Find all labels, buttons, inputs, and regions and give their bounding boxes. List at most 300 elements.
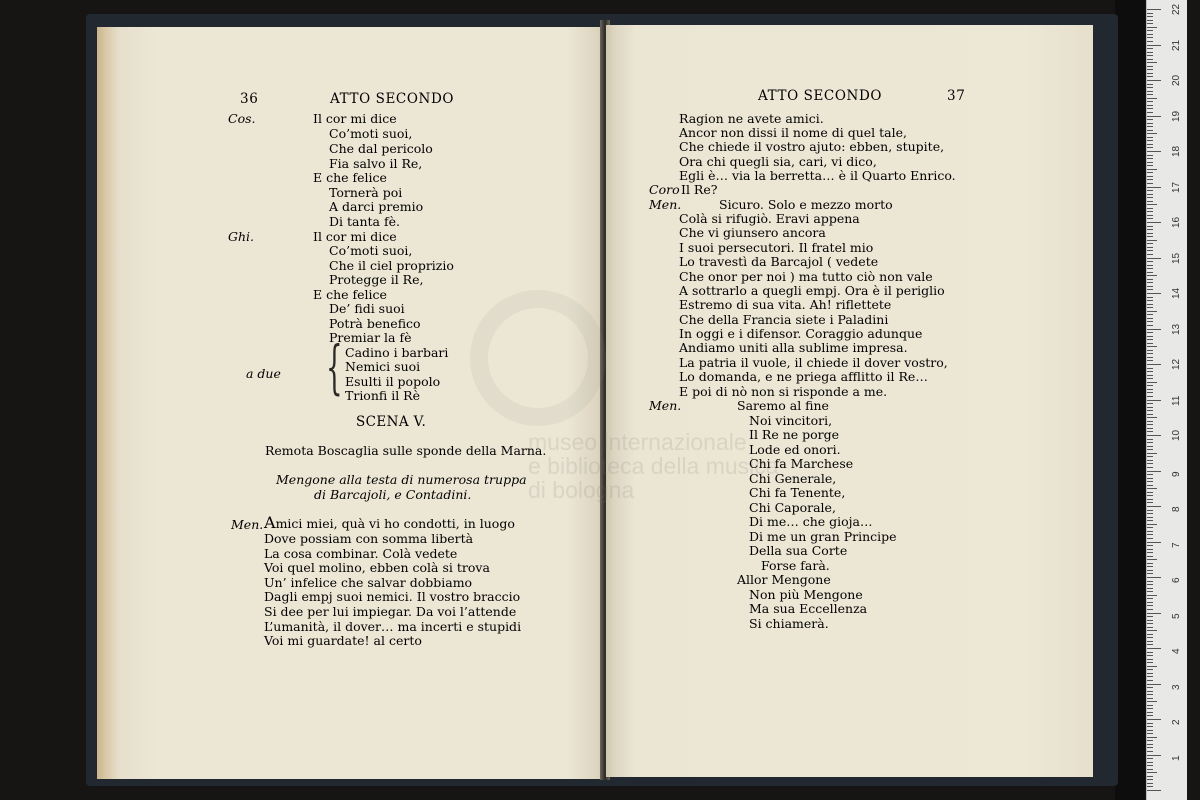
verse-line: Il Re ne porge <box>749 427 840 442</box>
ruler-label: 16 <box>1171 216 1182 228</box>
ruler-tick <box>1147 279 1153 280</box>
speech-line: Un’ infelice che salvar dobbiamo <box>264 574 473 590</box>
ruler-tick <box>1147 424 1153 425</box>
verse-line: Tornerà poi <box>329 185 403 200</box>
ruler-tick <box>1147 105 1153 106</box>
ruler-tick <box>1147 112 1153 113</box>
verse-line: Di me un gran Principe <box>749 529 897 544</box>
ruler-tick <box>1147 297 1153 298</box>
ruler-tick <box>1147 30 1153 31</box>
ruler-tick <box>1147 605 1153 606</box>
ruler-label: 7 <box>1171 541 1182 548</box>
ruler-tick <box>1147 396 1153 397</box>
ruler-tick <box>1147 311 1157 312</box>
ruler-tick <box>1147 119 1153 120</box>
ruler-label: 2 <box>1171 719 1182 725</box>
ruler-tick <box>1147 204 1157 205</box>
ruler-tick <box>1147 648 1161 649</box>
ruler-tick <box>1147 467 1153 468</box>
ruler-tick <box>1147 165 1153 166</box>
ruler-tick <box>1147 59 1153 60</box>
ruler-tick <box>1147 179 1153 180</box>
ruler-tick <box>1147 69 1153 70</box>
ruler-tick <box>1147 790 1161 791</box>
speech-line: La cosa combinar. Colà vedete <box>264 545 458 561</box>
verse-line: Lode ed onori. <box>749 442 841 457</box>
ruler-label: 11 <box>1171 395 1182 406</box>
ruler-label: 19 <box>1171 110 1182 122</box>
verse-line: Colà si rifugiò. Eravi appena <box>679 211 860 226</box>
verse-line: Allor Mengone <box>737 572 831 587</box>
verse-line: Cadino i barbari <box>345 345 449 360</box>
ruler-tick <box>1147 265 1153 266</box>
verse-line: Saremo al fine <box>737 398 829 413</box>
verse-line: Di tanta fè. <box>329 214 400 229</box>
ruler-tick <box>1147 158 1153 159</box>
ruler-tick <box>1147 240 1157 241</box>
verse-line: Ancor non dissi il nome di quel tale, <box>679 125 907 140</box>
curly-brace: { <box>326 333 343 401</box>
ruler-tick <box>1147 116 1161 117</box>
ruler-tick <box>1147 478 1153 479</box>
ruler-tick <box>1147 577 1161 578</box>
speaker-label: Men. <box>231 517 264 532</box>
ruler-tick <box>1147 602 1153 603</box>
ruler-tick <box>1147 652 1153 653</box>
ruler-tick <box>1147 712 1153 713</box>
ruler-label: 6 <box>1171 577 1182 583</box>
ruler-tick <box>1147 481 1153 482</box>
verse-line: Premiar la fè <box>329 330 412 345</box>
ruler-tick <box>1147 137 1153 138</box>
ruler-tick <box>1147 272 1153 273</box>
ruler-label: 17 <box>1171 181 1182 193</box>
ruler-tick <box>1147 147 1153 148</box>
ruler-tick <box>1147 350 1153 351</box>
ruler-tick <box>1147 314 1153 315</box>
ruler-tick <box>1147 410 1153 411</box>
ruler-tick <box>1147 183 1153 184</box>
ruler-tick <box>1147 332 1153 333</box>
background-strip <box>1115 0 1145 800</box>
ruler-tick <box>1147 584 1153 585</box>
speech-first-line <box>264 513 515 532</box>
ruler-label: 12 <box>1171 358 1182 370</box>
ruler-tick <box>1147 414 1153 415</box>
verse-line: Ragion ne avete amici. <box>679 111 824 126</box>
drop-initial: A <box>264 513 276 532</box>
verse-line: Che dal pericolo <box>329 141 433 156</box>
ruler-tick <box>1147 123 1153 124</box>
ruler-tick <box>1147 726 1153 727</box>
ruler-tick <box>1147 655 1153 656</box>
ruler-tick <box>1147 549 1153 550</box>
speaker-label: Coro <box>649 182 680 197</box>
speech-line: Dagli empj suoi nemici. Il vostro braccio <box>264 589 521 605</box>
ruler-label: 5 <box>1171 612 1182 619</box>
ruler-tick <box>1147 321 1153 322</box>
ruler-tick <box>1147 289 1153 290</box>
verse-line: In oggi e i difensor. Coraggio adunque <box>679 326 923 341</box>
ruler-tick <box>1147 329 1161 330</box>
ruler-tick <box>1147 233 1153 234</box>
ruler-tick <box>1147 499 1153 500</box>
ruler-label: 3 <box>1171 683 1182 690</box>
ruler-label: 4 <box>1171 648 1182 654</box>
verse-line: Egli è… via la berretta… è il Quarto Enrico. <box>679 168 956 183</box>
verse-line: Noi vincitori, <box>749 413 833 428</box>
ruler-tick <box>1147 492 1153 493</box>
ruler-tick <box>1147 666 1157 667</box>
ruler-tick <box>1147 559 1157 560</box>
ruler-tick <box>1147 616 1153 617</box>
verse-line: Trionfi il Rè <box>345 388 420 403</box>
ruler-tick <box>1147 151 1161 152</box>
ruler-tick <box>1147 364 1161 365</box>
ruler-tick <box>1147 659 1153 660</box>
watermark-line-1: museo internazionale <box>528 429 747 455</box>
ruler-tick <box>1147 346 1157 347</box>
ruler-tick <box>1147 751 1153 752</box>
verse-line: A sottrarlo a quegli empj. Ora è il periglio <box>679 283 945 298</box>
ruler-tick <box>1147 62 1157 63</box>
ruler-tick <box>1147 595 1157 596</box>
ruler-tick <box>1147 336 1153 337</box>
ruler-tick <box>1147 101 1153 102</box>
ruler-tick <box>1147 201 1153 202</box>
verse-line: Il cor mi dice <box>313 111 397 126</box>
ruler-tick <box>1147 723 1153 724</box>
ruler-tick <box>1147 719 1161 720</box>
scene-setting: Remota Boscaglia sulle sponde della Marna. <box>265 443 547 458</box>
ruler-tick <box>1147 300 1153 301</box>
ruler-label: 9 <box>1171 470 1182 477</box>
watermark-line-3: di bologna <box>528 477 635 503</box>
ruler-tick <box>1147 524 1157 525</box>
ruler-tick <box>1147 786 1153 787</box>
verse-line: Ma sua Eccellenza <box>749 601 868 616</box>
verse-line: Si chiamerà. <box>749 616 829 631</box>
verse-line: Lo domanda, e ne priega afflitto il Re… <box>679 369 928 384</box>
ruler-tick <box>1147 286 1153 287</box>
ruler-tick <box>1147 80 1161 81</box>
left-page-header: ATTO SECONDO <box>330 91 455 107</box>
ruler-tick <box>1147 620 1153 621</box>
ruler-tick <box>1147 588 1153 589</box>
ruler-tick <box>1147 563 1153 564</box>
ruler-tick <box>1147 197 1153 198</box>
ruler-tick <box>1147 76 1153 77</box>
ruler-tick <box>1147 45 1161 46</box>
verse-line: Sicuro. Solo e mezzo morto <box>719 197 893 212</box>
verse-line: Il Re? <box>681 182 718 197</box>
ruler-tick <box>1147 382 1157 383</box>
ruler-tick <box>1147 538 1153 539</box>
ruler-tick <box>1147 208 1153 209</box>
ruler-tick <box>1147 598 1153 599</box>
verse-line: Fia salvo il Re, <box>329 156 423 171</box>
ruler-tick <box>1147 520 1153 521</box>
ruler-tick <box>1147 715 1153 716</box>
ruler-tick <box>1147 488 1157 489</box>
ruler-tick <box>1147 360 1153 361</box>
verse-line: Che vi giunsero ancora <box>679 225 826 240</box>
verse-line: Chi fa Tenente, <box>749 485 846 500</box>
ruler-tick <box>1147 375 1153 376</box>
ruler-tick <box>1147 609 1153 610</box>
ruler-tick <box>1147 644 1153 645</box>
verse-line: Non più Mengone <box>749 587 863 602</box>
verse-line: Andiamo uniti alla sublime impresa. <box>679 340 908 355</box>
ruler-tick <box>1147 662 1153 663</box>
ruler-tick <box>1147 368 1153 369</box>
ruler-tick <box>1147 556 1153 557</box>
verse-line: Di me… che gioja… <box>749 514 873 529</box>
ruler-tick <box>1147 250 1153 251</box>
verse-line: Nemici suoi <box>345 359 421 374</box>
ruler-tick <box>1147 172 1153 173</box>
ruler-tick <box>1147 13 1153 14</box>
ruler-tick <box>1147 34 1153 35</box>
ruler-tick <box>1147 254 1153 255</box>
ruler-tick <box>1147 527 1153 528</box>
ruler-tick <box>1147 733 1153 734</box>
ruler-tick <box>1147 215 1153 216</box>
ruler-tick <box>1147 261 1153 262</box>
ruler-tick <box>1147 176 1153 177</box>
ruler-tick <box>1147 52 1153 53</box>
ruler-tick <box>1147 534 1153 535</box>
ruler-tick <box>1147 258 1161 259</box>
ruler-tick <box>1147 187 1161 188</box>
verse-line: Che onor per noi ) ma tutto ciò non vale <box>679 269 933 284</box>
ruler-tick <box>1147 701 1157 702</box>
ruler-tick <box>1147 680 1153 681</box>
ruler-tick <box>1147 431 1153 432</box>
ruler-tick <box>1147 552 1153 553</box>
verse-line: Chi fa Marchese <box>749 456 854 471</box>
ruler-tick <box>1147 282 1153 283</box>
scena-title: SCENA V. <box>356 414 427 430</box>
ruler-tick <box>1147 474 1153 475</box>
ruler-tick <box>1147 471 1161 472</box>
ruler-tick <box>1147 531 1153 532</box>
right-page-header: ATTO SECONDO <box>758 88 883 104</box>
ruler-label: 21 <box>1171 39 1182 51</box>
ruler-tick <box>1147 428 1153 429</box>
ruler-tick <box>1147 66 1153 67</box>
speech-line: Voi quel molino, ebben colà si trova <box>264 560 490 576</box>
ruler-tick <box>1147 144 1153 145</box>
ruler-tick <box>1147 371 1153 372</box>
speaker-label: Cos. <box>228 111 256 126</box>
verse-line: Chi Caporale, <box>749 500 836 515</box>
ruler-tick <box>1147 776 1153 777</box>
verse-line: Della sua Corte <box>749 543 848 558</box>
ruler-label: 8 <box>1171 506 1182 512</box>
ruler-tick <box>1147 705 1153 706</box>
ruler-tick <box>1147 218 1153 219</box>
ruler-tick <box>1147 513 1153 514</box>
ruler-tick <box>1147 318 1153 319</box>
ruler-tick <box>1147 730 1153 731</box>
ruler-tick <box>1147 545 1153 546</box>
verse-line: Co’moti suoi, <box>329 243 413 258</box>
ruler-tick <box>1147 417 1157 418</box>
ruler-tick <box>1147 389 1153 390</box>
ruler-tick <box>1147 460 1153 461</box>
verse-line: Chi Generale, <box>749 471 837 486</box>
ruler-tick <box>1147 55 1153 56</box>
ruler-tick <box>1147 446 1153 447</box>
ruler-tick <box>1147 591 1153 592</box>
stage-direction: Mengone alla testa di numerosa truppa <box>276 472 527 487</box>
ruler-tick <box>1147 307 1153 308</box>
ruler-tick <box>1147 634 1153 635</box>
ruler-tick <box>1147 339 1153 340</box>
ruler-tick <box>1147 495 1153 496</box>
ruler-label: 22 <box>1171 3 1182 15</box>
ruler-tick <box>1147 293 1161 294</box>
ruler-tick <box>1147 637 1153 638</box>
ruler-tick <box>1147 463 1153 464</box>
ruler-tick <box>1147 325 1153 326</box>
ruler-label: 20 <box>1171 74 1182 86</box>
ruler-label: 1 <box>1171 754 1182 761</box>
ruler-tick <box>1147 48 1153 49</box>
speech-line: Voi mi guardate! al certo <box>264 633 422 649</box>
verse-line: Che il ciel proprizio <box>329 258 454 273</box>
watermark-logo <box>470 290 606 426</box>
ruler-tick <box>1147 755 1161 756</box>
ruler-tick <box>1147 453 1157 454</box>
ruler-tick <box>1147 400 1161 401</box>
ruler-label: 13 <box>1171 323 1182 335</box>
ruler-tick <box>1147 162 1153 163</box>
left-page-number: 36 <box>240 91 259 107</box>
verse-line: De’ fidi suoi <box>329 301 405 316</box>
ruler-tick <box>1147 630 1157 631</box>
ruler-tick <box>1147 91 1153 92</box>
ruler-tick <box>1147 41 1153 42</box>
verse-line: Potrà benefico <box>329 316 421 331</box>
ruler-tick <box>1147 502 1153 503</box>
speaker-label: Men. <box>649 197 682 212</box>
ruler-tick <box>1147 84 1153 85</box>
ruler-tick <box>1147 27 1157 28</box>
ruler-tick <box>1147 758 1153 759</box>
ruler-tick <box>1147 669 1153 670</box>
ruler-tick <box>1147 485 1153 486</box>
ruler-tick <box>1147 275 1157 276</box>
ruler-tick <box>1147 435 1161 436</box>
ruler-tick <box>1147 130 1153 131</box>
ruler-tick <box>1147 9 1161 10</box>
ruler-tick <box>1147 623 1153 624</box>
verse-line: Che della Francia siete i Paladini <box>679 312 889 327</box>
verse-line: Che chiede il vostro ajuto: ebben, stupite, <box>679 139 945 154</box>
ruler-tick <box>1147 765 1153 766</box>
verse-line: Il cor mi dice <box>313 229 397 244</box>
ruler-label: 14 <box>1171 287 1182 299</box>
ruler-tick <box>1147 772 1157 773</box>
ruler-tick <box>1147 236 1153 237</box>
ruler-tick <box>1147 694 1153 695</box>
ruler-label: 10 <box>1171 429 1182 441</box>
ruler-tick <box>1147 779 1153 780</box>
ruler-tick <box>1147 691 1153 692</box>
ruler-label: 15 <box>1171 252 1182 264</box>
ruler-tick <box>1147 108 1153 109</box>
ruler-tick <box>1147 94 1153 95</box>
ruler-tick <box>1147 169 1157 170</box>
ruler-tick <box>1147 87 1153 88</box>
speech-line: Si dee per lui impiegar. Da voi l’attende <box>264 604 517 619</box>
ruler-tick <box>1147 155 1153 156</box>
ruler-tick <box>1147 357 1153 358</box>
ruler-tick <box>1147 126 1153 127</box>
ruler-tick <box>1147 744 1153 745</box>
ruler-tick <box>1147 353 1153 354</box>
verse-line: E che felice <box>313 170 387 185</box>
ruler-tick <box>1147 627 1153 628</box>
ruler-tick <box>1147 676 1153 677</box>
verse-line: A darci premio <box>329 199 424 214</box>
ruler-tick <box>1147 542 1161 543</box>
ruler-tick <box>1147 304 1153 305</box>
ruler-tick <box>1147 343 1153 344</box>
verse-line: Protegge il Re, <box>329 272 424 287</box>
ruler-tick <box>1147 247 1153 248</box>
ruler-tick <box>1147 570 1153 571</box>
verse-line: E che felice <box>313 287 387 302</box>
ruler-tick <box>1147 243 1153 244</box>
ruler-tick <box>1147 421 1153 422</box>
speaker-label: Ghi. <box>228 229 255 244</box>
watermark-text <box>528 430 779 502</box>
ruler-tick <box>1147 506 1161 507</box>
ruler-tick <box>1147 566 1153 567</box>
ruler-tick <box>1147 20 1153 21</box>
speaker-label: a due <box>246 366 281 381</box>
ruler-tick <box>1147 687 1153 688</box>
ruler-label: 18 <box>1171 145 1182 157</box>
ruler-tick <box>1147 613 1161 614</box>
ruler-tick <box>1147 783 1153 784</box>
ruler-tick <box>1147 194 1153 195</box>
ruler-tick <box>1147 140 1153 141</box>
measuring-ruler <box>1146 0 1187 800</box>
watermark-line-2: e biblioteca della musica <box>528 453 779 479</box>
ruler-tick <box>1147 737 1157 738</box>
ruler-tick <box>1147 581 1153 582</box>
speaker-label: Men. <box>649 398 682 413</box>
ruler-tick <box>1147 190 1153 191</box>
verse-line: La patria il vuole, il chiede il dover vostro, <box>679 355 948 370</box>
ruler-tick <box>1147 641 1153 642</box>
ruler-tick <box>1147 510 1153 511</box>
verse-line: Esulti il popolo <box>345 374 441 389</box>
speech-line: L’umanità, il dover… ma incerti e stupidi <box>264 618 522 634</box>
ruler-tick <box>1147 211 1153 212</box>
ruler-tick <box>1147 456 1153 457</box>
ruler-tick <box>1147 133 1157 134</box>
ruler-tick <box>1147 698 1153 699</box>
ruler-tick <box>1147 229 1153 230</box>
verse-line: Co’moti suoi, <box>329 126 413 141</box>
ruler-tick <box>1147 403 1153 404</box>
ruler-tick <box>1147 222 1161 223</box>
